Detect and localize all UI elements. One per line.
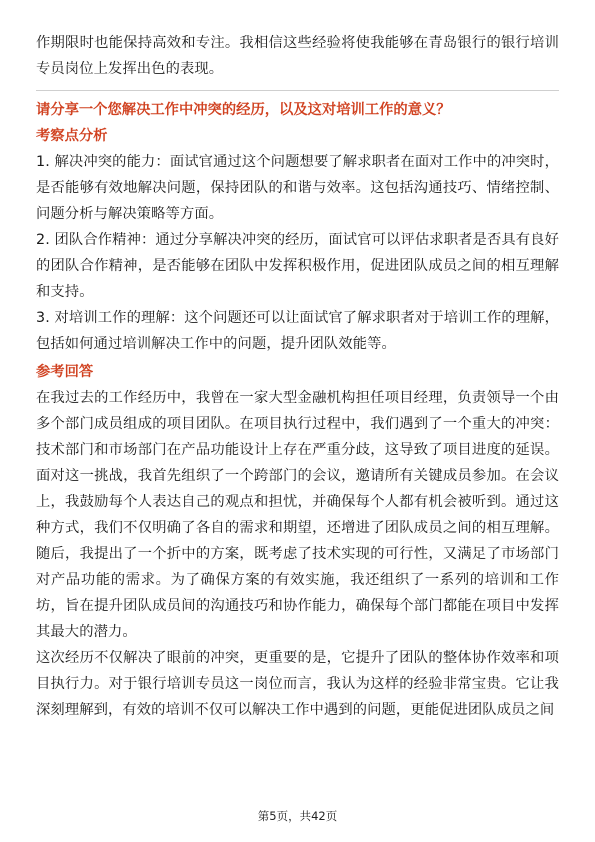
answer-paragraph: 这次经历不仅解决了眼前的冲突，更重要的是，它提升了团队的整体协作效率和项目执行力。对于银行培训专员这一岗位而言，我认为这样的经验非常宝贵。它让我深刻理解到，有效的培训不仅可以解决工作中遇到的问题，更能促进团队成员之间 bbox=[36, 650, 559, 718]
continuation-paragraph: 作期限时也能保持高效和专注。我相信这些经验将使我能够在青岛银行的银行培训专员岗位上发挥出色的表现。 bbox=[36, 35, 559, 77]
section-divider bbox=[36, 90, 559, 91]
analysis-point: 3. 对培训工作的理解：这个问题还可以让面试官了解求职者对于培训工作的理解，包括如何通过培训解决工作中的问题，提升团队效能等。 bbox=[36, 310, 559, 352]
document-page bbox=[36, 30, 559, 723]
answer-paragraph: 在我过去的工作经历中，我曾在一家大型金融机构担任项目经理，负责领导一个由多个部门成员组成的项目团队。在项目执行过程中，我们遇到了一个重大的冲突：技术部门和市场部门在产品功能设计上存在严重分歧，这导致了项目进度的延误。面对这一挑战，我首先组织了一个跨部门的会议，邀请所有关键成员参加。在会议上，我鼓励每个人表达自己的观点和担忧，并确保每个人都有机会被听到。通过这种方式，我们不仅明确了各自的需求和期望，还增进了团队成员之间的相互理解。随后，我提出了一个折中的方案，既考虑了技术实现的可行性，又满足了市场部门对产品功能的需求。为了确保方案的有效实施，我还组织了一系列的培训和工作坊，旨在提升团队成员间的沟通技巧和协作能力，确保每个部门都能在项目中发挥其最大的潜力。 bbox=[36, 390, 559, 640]
analysis-point: 1. 解决冲突的能力：面试官通过这个问题想要了解求职者在面对工作中的冲突时，是否能够有效地解决问题，保持团队的和谐与效率。这包括沟通技巧、情绪控制、问题分析与解决策略等方面。 bbox=[36, 154, 559, 222]
analysis-heading: 考察点分析 bbox=[36, 128, 108, 144]
answer-heading: 参考回答 bbox=[36, 364, 94, 380]
analysis-point: 2. 团队合作精神：通过分享解决冲突的经历，面试官可以评估求职者是否具有良好的团队合作精神，是否能够在团队中发挥积极作用，促进团队成员之间的相互理解和支持。 bbox=[36, 232, 559, 300]
interview-question: 请分享一个您解决工作中冲突的经历，以及这对培训工作的意义？ bbox=[36, 102, 451, 118]
page-number-footer: 第5页，共42页 bbox=[257, 809, 338, 823]
